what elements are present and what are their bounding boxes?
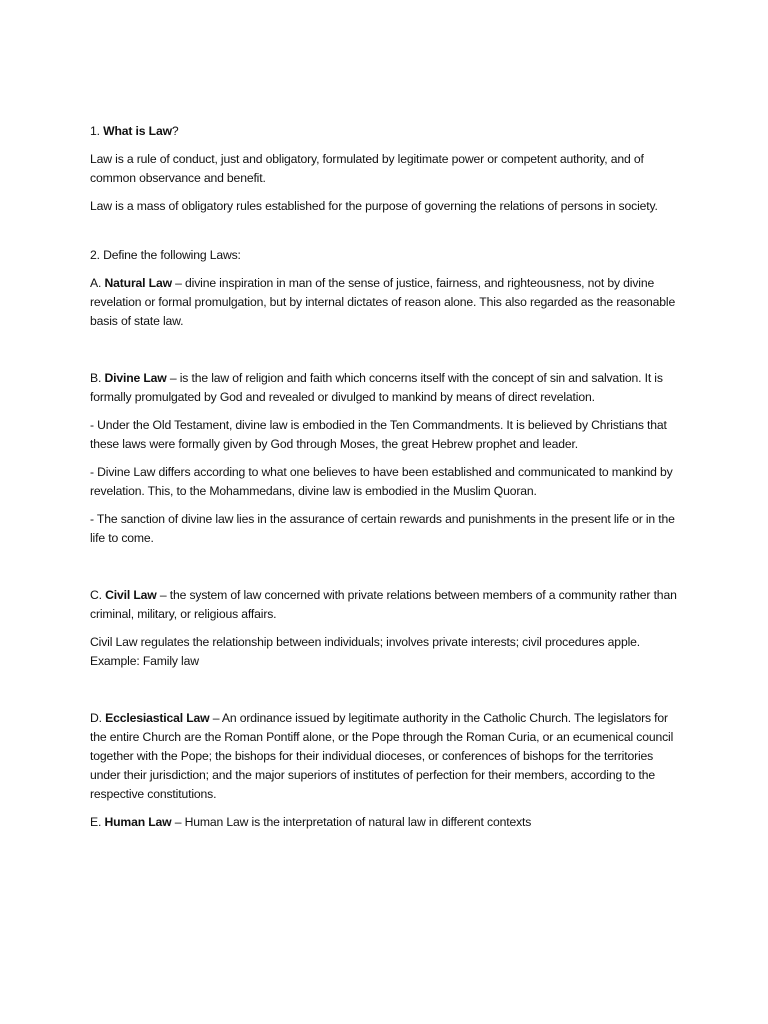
divine-law-term: Divine Law bbox=[104, 371, 167, 385]
divine-law-paragraph bbox=[90, 369, 682, 407]
natural-law-text: – divine inspiration in man of the sense of justice, fairness, and righteousness, not by divine revelation or formal promulgation, but by internal dictates of reason alone. This also regarded as the reasonable basis of state law. bbox=[90, 276, 676, 328]
divine-law-text: – is the law of religion and faith which concerns itself with the concept of sin and salvation. It is formally promulgated by God and revealed or divulged to mankind by means of direct revelation. bbox=[90, 371, 663, 404]
ecclesiastical-law-paragraph bbox=[90, 709, 682, 804]
human-law-paragraph bbox=[90, 813, 682, 832]
law-definition-1: Law is a rule of conduct, just and obligatory, formulated by legitimate power or competent authority, and of common observance and benefit. bbox=[90, 152, 644, 185]
question-1-title: What is Law bbox=[103, 124, 172, 138]
natural-law-paragraph bbox=[90, 274, 682, 331]
question-2-heading: 2. Define the following Laws: bbox=[90, 248, 241, 262]
civil-law-prefix: C. bbox=[90, 588, 102, 602]
question-1-title-tail: ? bbox=[171, 124, 179, 138]
civil-law-paragraph bbox=[90, 586, 682, 624]
human-law-prefix: E. bbox=[90, 815, 102, 829]
natural-law-term: Natural Law bbox=[104, 276, 172, 290]
divine-law-bullet-3: - The sanction of divine law lies in the assurance of certain rewards and punishments in the present life or in the life to come. bbox=[90, 512, 675, 545]
document-body bbox=[90, 122, 682, 841]
divine-law-bullet-1: - Under the Old Testament, divine law is embodied in the Ten Commandments. It is believed by Christians that these laws were formally given by God through Moses, the great Hebrew prophet and leader. bbox=[90, 418, 667, 451]
ecclesiastical-law-prefix: D. bbox=[90, 711, 102, 725]
natural-law-prefix: A. bbox=[90, 276, 102, 290]
civil-law-term: Civil Law bbox=[105, 588, 157, 602]
ecclesiastical-law-term: Ecclesiastical Law bbox=[105, 711, 210, 725]
divine-law-bullet-2: - Divine Law differs according to what one believes to have been established and communicated to mankind by revelation. This, to the Mohammedans, divine law is embodied in the Muslim Quoran. bbox=[90, 465, 673, 498]
ecclesiastical-law-text: – An ordinance issued by legitimate authority in the Catholic Church. The legislators for the entire Church are the Roman Pontiff alone, or the Pope through the Roman Curia, or an ecumenical council together with the Pope; the bishops for their individual dioceses, or conferences of bishops for the territories under their jurisdiction; and the major superiors of institutes of perfection for their members, according to the respective constitutions. bbox=[90, 711, 674, 801]
civil-law-detail: Civil Law regulates the relationship between individuals; involves private interests; civil procedures apple. Example: Family law bbox=[90, 635, 640, 668]
human-law-text: – Human Law is the interpretation of natural law in different contexts bbox=[171, 815, 532, 829]
civil-law-text: – the system of law concerned with private relations between members of a community rather than criminal, military, or religious affairs. bbox=[90, 588, 677, 621]
human-law-term: Human Law bbox=[104, 815, 172, 829]
question-1-number: 1. bbox=[90, 124, 100, 138]
question-1-heading bbox=[90, 122, 682, 141]
law-definition-2: Law is a mass of obligatory rules established for the purpose of governing the relations of persons in society. bbox=[90, 199, 658, 213]
divine-law-prefix: B. bbox=[90, 371, 102, 385]
